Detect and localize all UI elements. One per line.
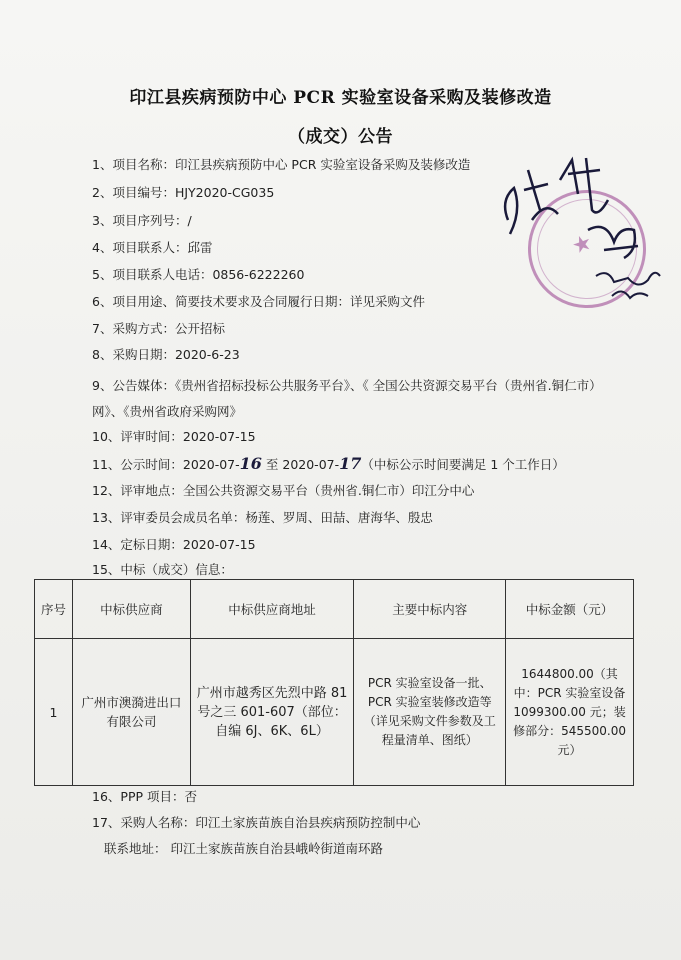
item-serial-number: 3、项目序列号：/ (92, 213, 192, 228)
seal-star-icon: ★ (568, 229, 596, 261)
item-method: 7、采购方式：公开招标 (92, 321, 225, 336)
header-supplier: 中标供应商 (72, 580, 190, 639)
item-purchaser: 17、采购人名称：印江土家族苗族自治县疾病预防控制中心 (92, 815, 421, 830)
item-award-date: 14、定标日期：2020-07-15 (92, 537, 256, 552)
cell-amount: 1644800.00（其中：PCR 实验室设备 1099300.00 元；装修部分：545500.00 元） (506, 639, 634, 786)
header-no: 序号 (35, 580, 73, 639)
award-table (34, 579, 634, 786)
header-amount: 中标金额（元） (506, 580, 634, 639)
document-title: 印江县疾病预防中心 PCR 实验室设备采购及装修改造 (129, 88, 552, 108)
document-subtitle: （成交）公告 (288, 127, 393, 147)
header-content: 主要中标内容 (354, 580, 506, 639)
handwritten-start-day: 16 (239, 454, 262, 473)
table-header-row (35, 580, 634, 639)
item-purpose: 6、项目用途、简要技术要求及合同履行日期：详见采购文件 (92, 294, 425, 309)
table-row (35, 639, 634, 786)
header-address: 中标供应商地址 (190, 580, 354, 639)
cell-address: 广州市越秀区先烈中路 81 号之三 601-607（部位：自编 6J、6K、6L） (190, 639, 354, 786)
publicity-mid: 至 2020-07- (261, 457, 340, 472)
item-committee: 13、评审委员会成员名单：杨莲、罗周、田喆、唐海华、殷忠 (92, 510, 433, 525)
item-purchase-date: 8、采购日期：2020-6-23 (92, 347, 240, 362)
cell-content: PCR 实验室设备一批、PCR 实验室装修改造等（详见采购文件参数及工程量清单、图纸） (354, 639, 506, 786)
cell-no: 1 (35, 639, 73, 786)
handwritten-end-day: 17 (339, 454, 362, 473)
item-review-time: 10、评审时间：2020-07-15 (92, 429, 256, 444)
item-project-name: 1、项目名称：印江县疾病预防中心 PCR 实验室设备采购及装修改造 (92, 157, 471, 172)
item-media: 9、公告媒体：《贵州省招标投标公共服务平台》、《 全国公共资源交易平台（贵州省.铜仁市）网》、《贵州省政府采购网》 (92, 378, 602, 419)
cell-supplier: 广州市澳漪进出口有限公司 (72, 639, 190, 786)
handwritten-signature (488, 150, 668, 310)
item-publicity-time (92, 455, 565, 474)
item-ppp: 16、PPP 项目：否 (92, 789, 197, 804)
item-review-location: 12、评审地点：全国公共资源交易平台（贵州省.铜仁市）印江分中心 (92, 483, 475, 498)
item-contact-person: 4、项目联系人：邱雷 (92, 240, 213, 255)
publicity-prefix: 11、公示时间：2020-07- (92, 457, 240, 472)
publicity-suffix: （中标公示时间要满足 1 个工作日） (361, 457, 565, 472)
item-contact-phone: 5、项目联系人电话：0856-6222260 (92, 267, 305, 282)
item-address: 联系地址： 印江土家族苗族自治县峨岭街道南环路 (104, 841, 383, 856)
item-award-info: 15、中标（成交）信息： (92, 562, 233, 577)
item-project-number: 2、项目编号：HJY2020-CG035 (92, 185, 275, 200)
